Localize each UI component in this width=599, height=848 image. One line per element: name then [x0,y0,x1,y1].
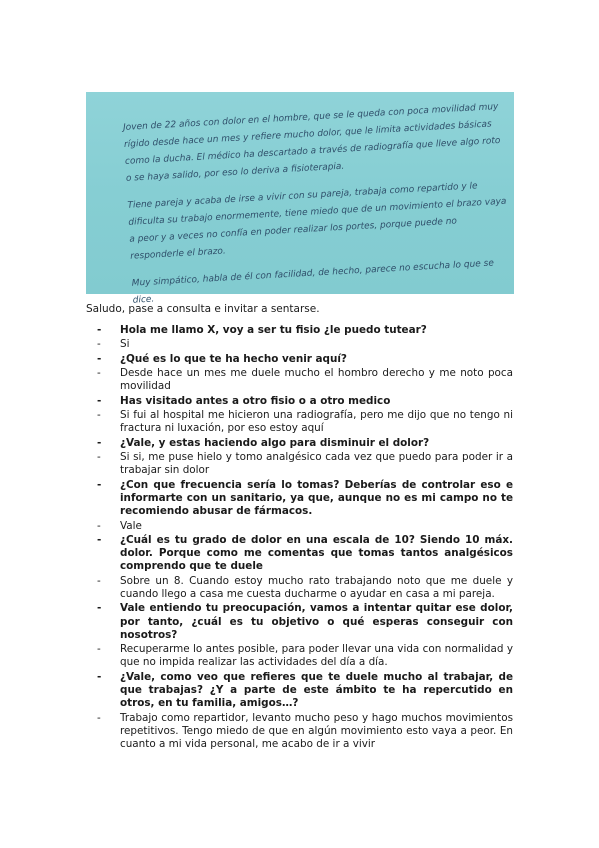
therapist-question [97,671,513,711]
therapist-question [97,437,513,450]
list-dash: - [97,409,101,422]
case-description [122,87,513,310]
list-dash: - [97,367,101,380]
therapist-question [97,324,513,337]
dialog-text: Si [120,338,130,351]
patient-answer [97,409,513,435]
case-paragraph-3: Muy simpático, habla de él con facilidad, de hecho, parece no escucha lo que se dice. [131,258,495,306]
case-paragraph-2: Tiene pareja y acaba de irse a vivir con su pareja, trabaja como repartido y le dificulta su trabajo enormemente, tiene miedo que de un movimiento el brazo vaya a peor y a veces no confía en poder realizar los portes, porque puede no responderle el brazo. [127,181,507,262]
dialog-text: Hola me llamo X, voy a ser tu fisio ¿le puedo tutear? [120,324,427,336]
therapist-question [97,479,513,519]
dialog-text: ¿Qué es lo que te ha hecho venir aquí? [120,352,347,365]
dialog-text: Vale [120,519,142,532]
list-dash: - [97,478,102,491]
patient-answer [97,367,513,393]
case-paragraph-1: Joven de 22 años con dolor en el hombre, que se le queda con poca movilidad muy rígido desde hace un mes y refiere mucho dolor, que le limita actividades básicas como la ducha. El médico ha descartado a través de radiografía que lleve algo roto o se haya salido, por eso lo deriva a fisioterapia. [122,101,501,184]
list-dash: - [97,643,101,656]
list-dash: - [97,352,102,365]
dialog-text: Vale entiendo tu preocupación, vamos a intentar quitar ese dolor, por tanto, ¿cuál es tu objetivo o qué esperas conseguir con nosotros? [120,602,513,641]
list-dash: - [97,533,102,546]
intro-text: Saludo, pase a consulta e invitar a sentarse. [86,303,320,315]
list-dash: - [97,670,102,683]
patient-answer [97,338,513,351]
dialog-text: Desde hace un mes me duele mucho el hombro derecho y me noto poca movilidad [120,367,513,393]
dialog-text: ¿Con que frecuencia sería lo tomas? Deberías de controlar eso e informarte con un sanitario, ya que, aunque no es mi campo no te recomiendo abusar de fármacos. [120,478,513,518]
list-dash: - [97,711,101,724]
dialog-text: Recuperarme lo antes posible, para poder llevar una vida con normalidad y que no impida realizar las actividades del día a día. [120,643,513,669]
dialog-text: ¿Vale, y estas haciendo algo para disminuir el dolor? [120,436,430,449]
dialog-list [97,324,513,752]
therapist-question [97,534,513,574]
patient-answer [97,575,513,601]
therapist-question [97,353,513,366]
therapist-question [97,395,513,408]
dialog-text: ¿Cuál es tu grado de dolor en una escala de 10? Siendo 10 máx. dolor. Porque como me comentas que tomas tantos analgésicos comprendo que te duele [120,533,513,573]
dialog-text: Sobre un 8. Cuando estoy mucho rato trabajando noto que me duele y cuando llego a casa me cuesta ducharme o ayudar en casa a mi pareja. [120,574,513,600]
list-dash: - [97,519,101,532]
list-dash: - [97,436,102,449]
dialog-text: Si fui al hospital me hicieron una radiografía, pero me dijo que no tengo ni fractura ni luxación, por eso estoy aquí [120,409,513,435]
list-dash: - [97,324,102,336]
list-dash: - [97,338,101,351]
dialog-text: Has visitado antes a otro fisio o a otro medico [120,394,391,407]
patient-answer [97,451,513,477]
list-dash: - [97,574,101,587]
dialog-text: ¿Vale, como veo que refieres que te duele mucho al trabajar, de que trabajas? ¿Y a parte de este ámbito te ha repercutido en otros, en tu familia, amigos…? [120,670,513,710]
dialog-text: Si si, me puse hielo y tomo analgésico cada vez que puedo para poder ir a trabajar sin dolor [120,451,513,477]
list-dash: - [97,451,101,464]
patient-answer [97,643,513,669]
therapist-question [97,602,513,642]
patient-answer [97,520,513,533]
case-photo [86,92,514,306]
list-dash: - [97,394,102,407]
list-dash: - [97,602,102,615]
dialog-text: Trabajo como repartidor, levanto mucho peso y hago muchos movimientos repetitivos. Tengo miedo de que en algún movimiento esto vaya a peor. En cuanto a mi vida personal, me acabo de ir a vivir [120,711,513,750]
patient-answer [97,712,513,752]
